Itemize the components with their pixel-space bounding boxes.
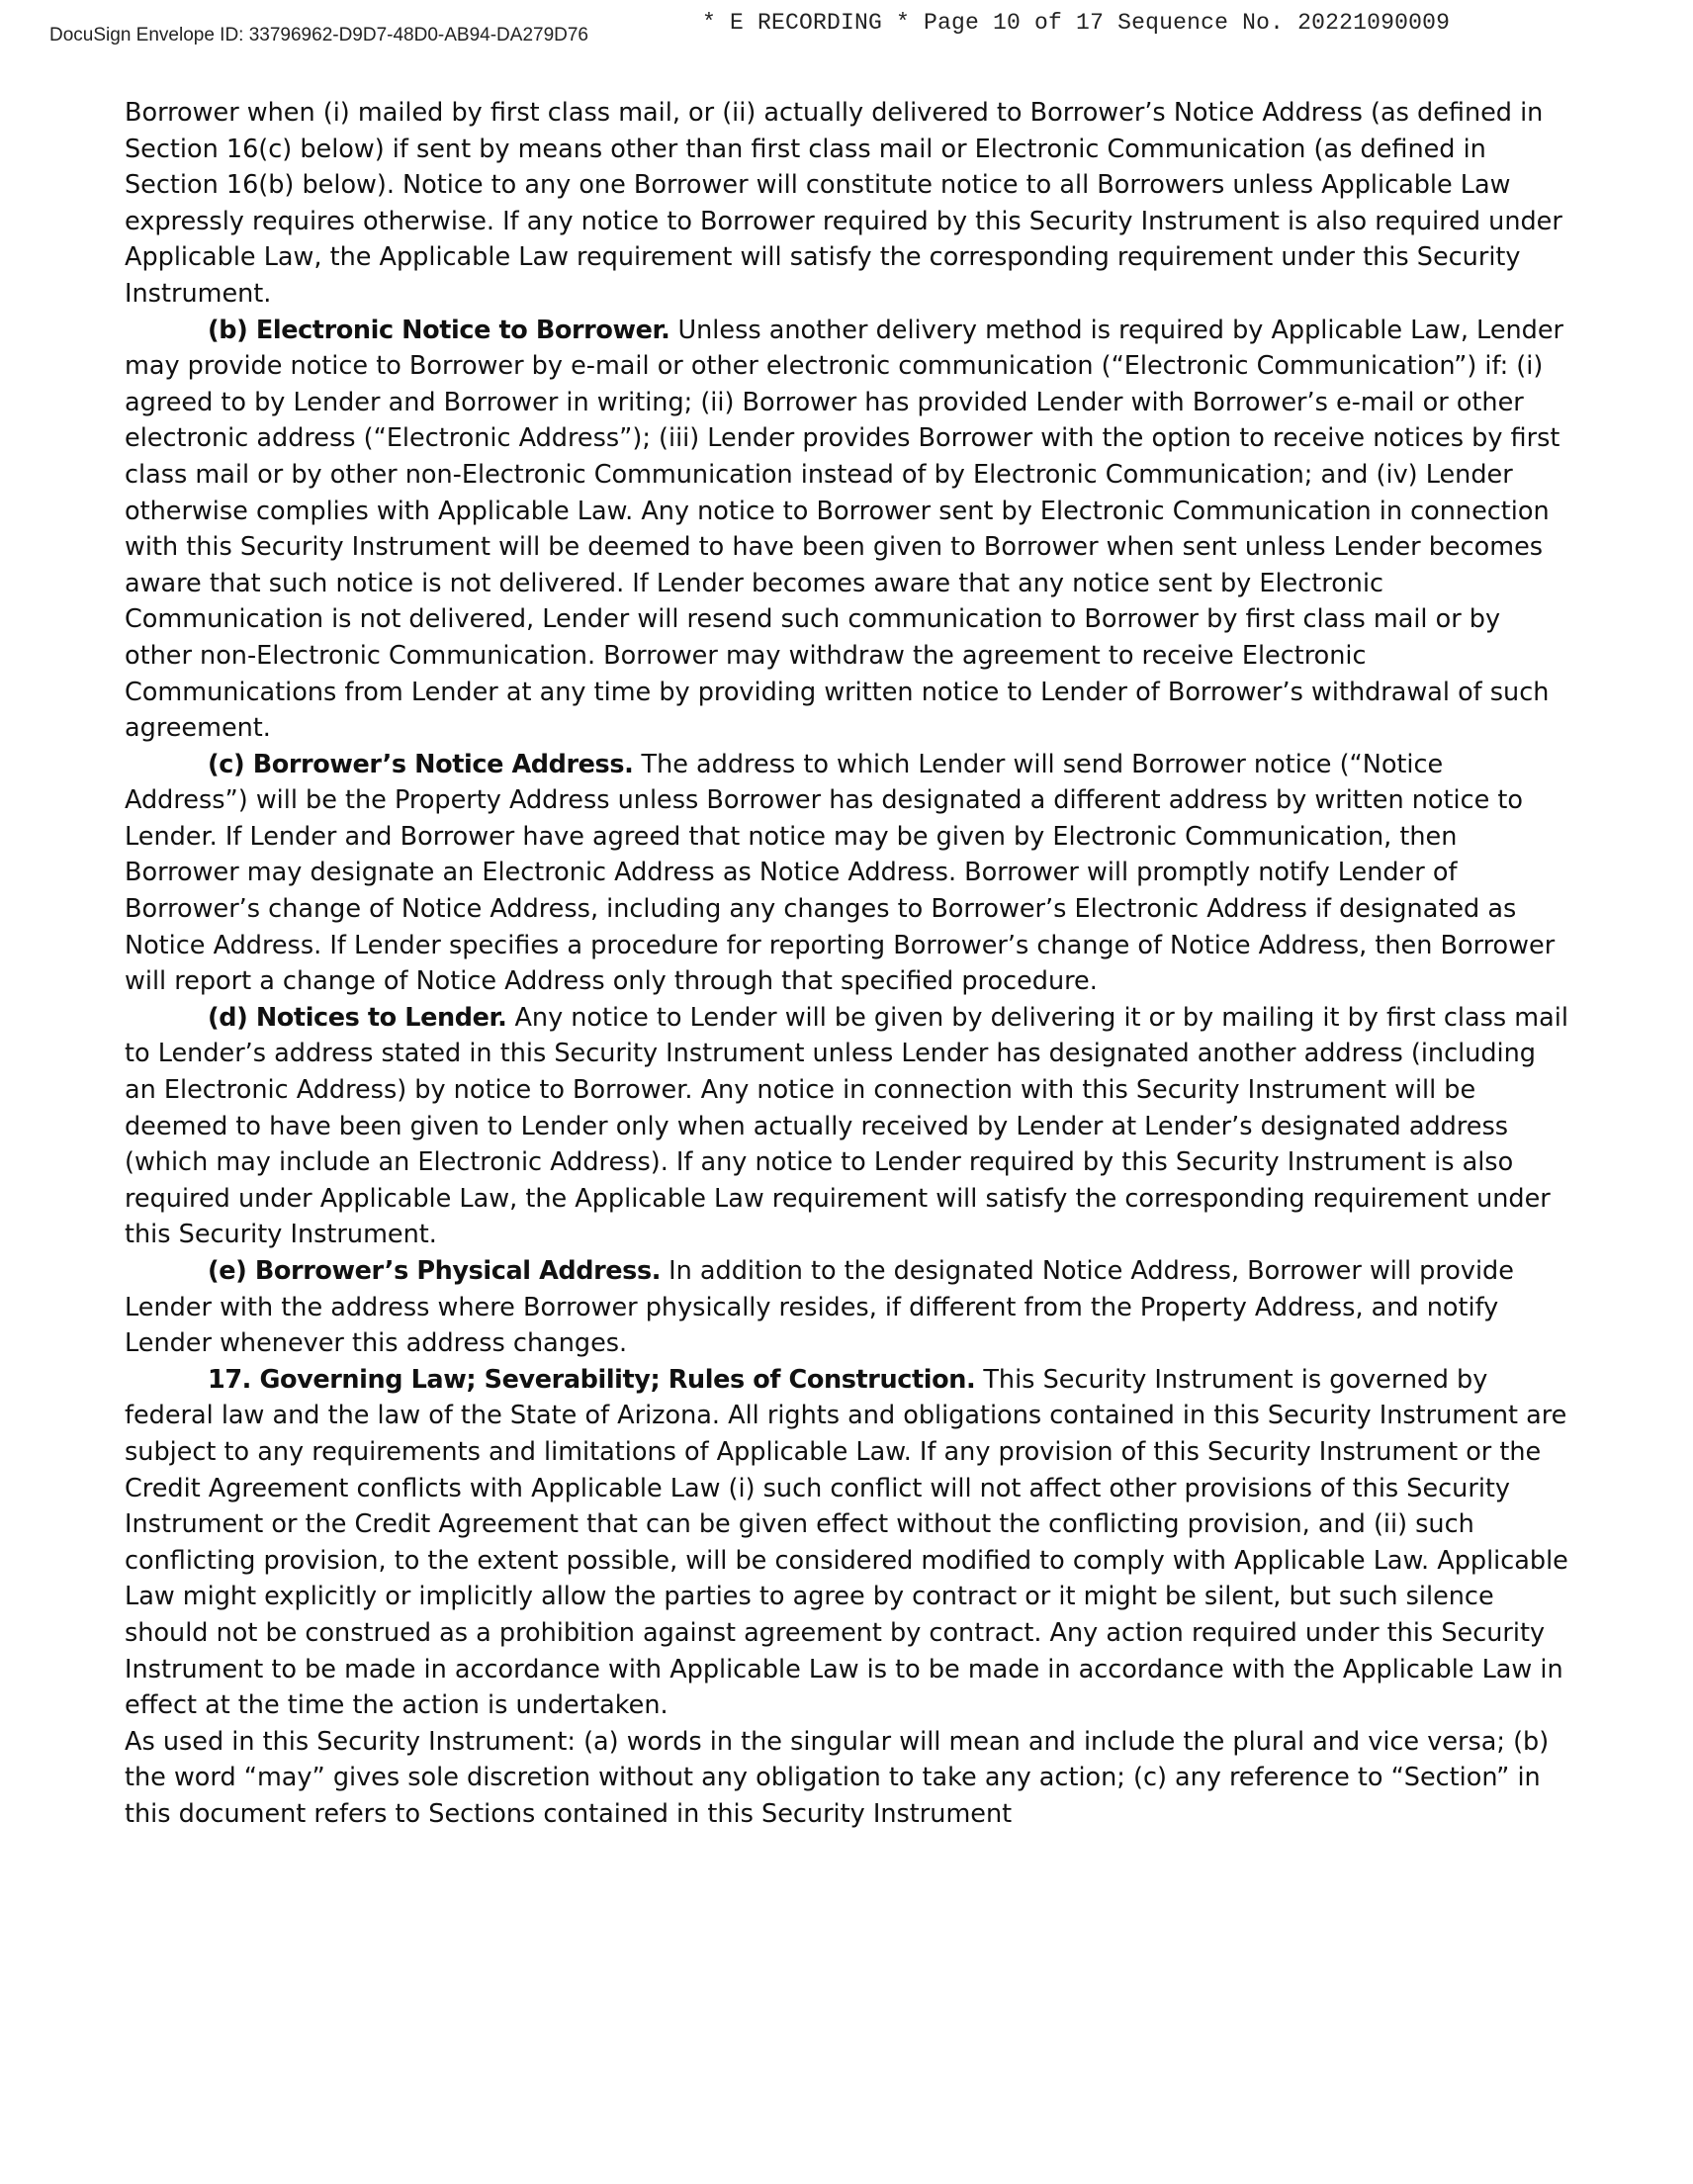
paragraph-notice-continued xyxy=(125,95,1568,313)
section-heading-d: (d) Notices to Lender. xyxy=(208,1002,507,1033)
section-heading-c: (c) Borrower’s Notice Address. xyxy=(208,749,634,779)
paragraph-text: This Security Instrument is governed by federal law and the law of the State of Arizona. All rights and obligations contained in this Security Instrument are subject to any requirements and limitations of Applicable Law. If any provision of this Security Instrument or the Credit Agreement conflicts with Applicable Law (i) such conflict will not affect other provisions of this Security Instrument or the Credit Agreement that can be given effect without the conflicting provision, and (ii) such conflicting provision, to the extent possible, will be considered modified to comply with Applicable Law. Applicable Law might explicitly or implicitly allow the parties to agree by contract or it might be silent, but such silence should not be construed as a prohibition against agreement by contract. Any action required under this Security Instrument to be made in accordance with Applicable Law is to be made in accordance with the Applicable Law in effect at the time the action is undertaken. xyxy=(125,1364,1568,1721)
paragraph-text: Borrower when (i) mailed by first class mail, or (ii) actually delivered to Borrower’s Notice Address (as defined in Section 16(c) below) if sent by means other than first class mail or Electronic Communication (as defined in Section 16(b) below). Notice to any one Borrower will constitute notice to all Borrowers unless Applicable Law expressly requires otherwise. If any notice to Borrower required by this Security Instrument is also required under Applicable Law, the Applicable Law requirement will satisfy the corresponding requirement under this Security Instrument. xyxy=(125,98,1562,309)
paragraph-text: The address to which Lender will send Borrower notice (“Notice Address”) will be the Property Address unless Borrower has designated a different address by written notice to Lender. If Lender and Borrower have agreed that notice may be given by Electronic Communication, then Borrower may designate an Electronic Address as Notice Address. Borrower will promptly notify Lender of Borrower’s change of Notice Address, including any changes to Borrower’s Electronic Address if designated as Notice Address. If Lender specifies a procedure for reporting Borrower’s change of Notice Address, then Borrower will report a change of Notice Address only through that specified procedure. xyxy=(125,749,1556,997)
document-body xyxy=(125,95,1568,1833)
paragraph-text: Any notice to Lender will be given by delivering it or by mailing it by first class mail to Lender’s address stated in this Security Instrument unless Lender has designated another address (including an Electronic Address) by notice to Borrower. Any notice in connection with this Security Instrument will be deemed to have been given to Lender only when actually received by Lender at Lender’s designated address (which may include an Electronic Address). If any notice to Lender required by this Security Instrument is also required under Applicable Law, the Applicable Law requirement will satisfy the corresponding requirement under this Security Instrument. xyxy=(125,1002,1568,1250)
recording-stamp: * E RECORDING * Page 10 of 17 Sequence No. 20221090009 xyxy=(698,10,1454,36)
paragraph-notices-to-lender xyxy=(125,1000,1568,1253)
section-heading-b: (b) Electronic Notice to Borrower. xyxy=(208,315,670,345)
section-heading-17: 17. Governing Law; Severability; Rules of Construction. xyxy=(208,1364,976,1395)
paragraph-physical-address xyxy=(125,1253,1568,1362)
paragraph-text: Unless another delivery method is required by Applicable Law, Lender may provide notice to Borrower by e-mail or other electronic communication (“Electronic Communication”) if: (i) agreed to by Lender and Borrower in writing; (ii) Borrower has provided Lender with Borrower’s e-mail or other electronic address (“Electronic Address”); (iii) Lender provides Borrower with the option to receive notices by first class mail or by other non-Electronic Communication instead of by Electronic Communication; and (iv) Lender otherwise complies with Applicable Law. Any notice to Borrower sent by Electronic Communication in connection with this Security Instrument will be deemed to have been given to Borrower when sent unless Lender becomes aware that such notice is not delivered. If Lender becomes aware that any notice sent by Electronic Communication is not delivered, Lender will resend such communication to Borrower by first class mail or by other non-Electronic Communication. Borrower may withdraw the agreement to receive Electronic Communications from Lender at any time by providing written notice to Lender of Borrower’s withdrawal of such agreement. xyxy=(125,315,1564,744)
page-header xyxy=(0,0,1693,59)
paragraph-governing-law xyxy=(125,1362,1568,1724)
section-heading-e: (e) Borrower’s Physical Address. xyxy=(208,1256,662,1286)
paragraph-text: As used in this Security Instrument: (a) words in the singular will mean and include the plural and vice versa; (b) the word “may” gives sole discretion without any obligation to take any action; (c) any reference to “Section” in this document refers to Sections contained in this Security Instrument xyxy=(125,1726,1550,1829)
paragraph-text: In addition to the designated Notice Address, Borrower will provide Lender with the address where Borrower physically resides, if different from the Property Address, and notify Lender whenever this address changes. xyxy=(125,1256,1514,1359)
paragraph-electronic-notice xyxy=(125,313,1568,747)
envelope-id: DocuSign Envelope ID: 33796962-D9D7-48D0-AB94-DA279D76 xyxy=(49,25,588,46)
paragraph-notice-address xyxy=(125,747,1568,1000)
paragraph-as-used xyxy=(125,1724,1568,1833)
